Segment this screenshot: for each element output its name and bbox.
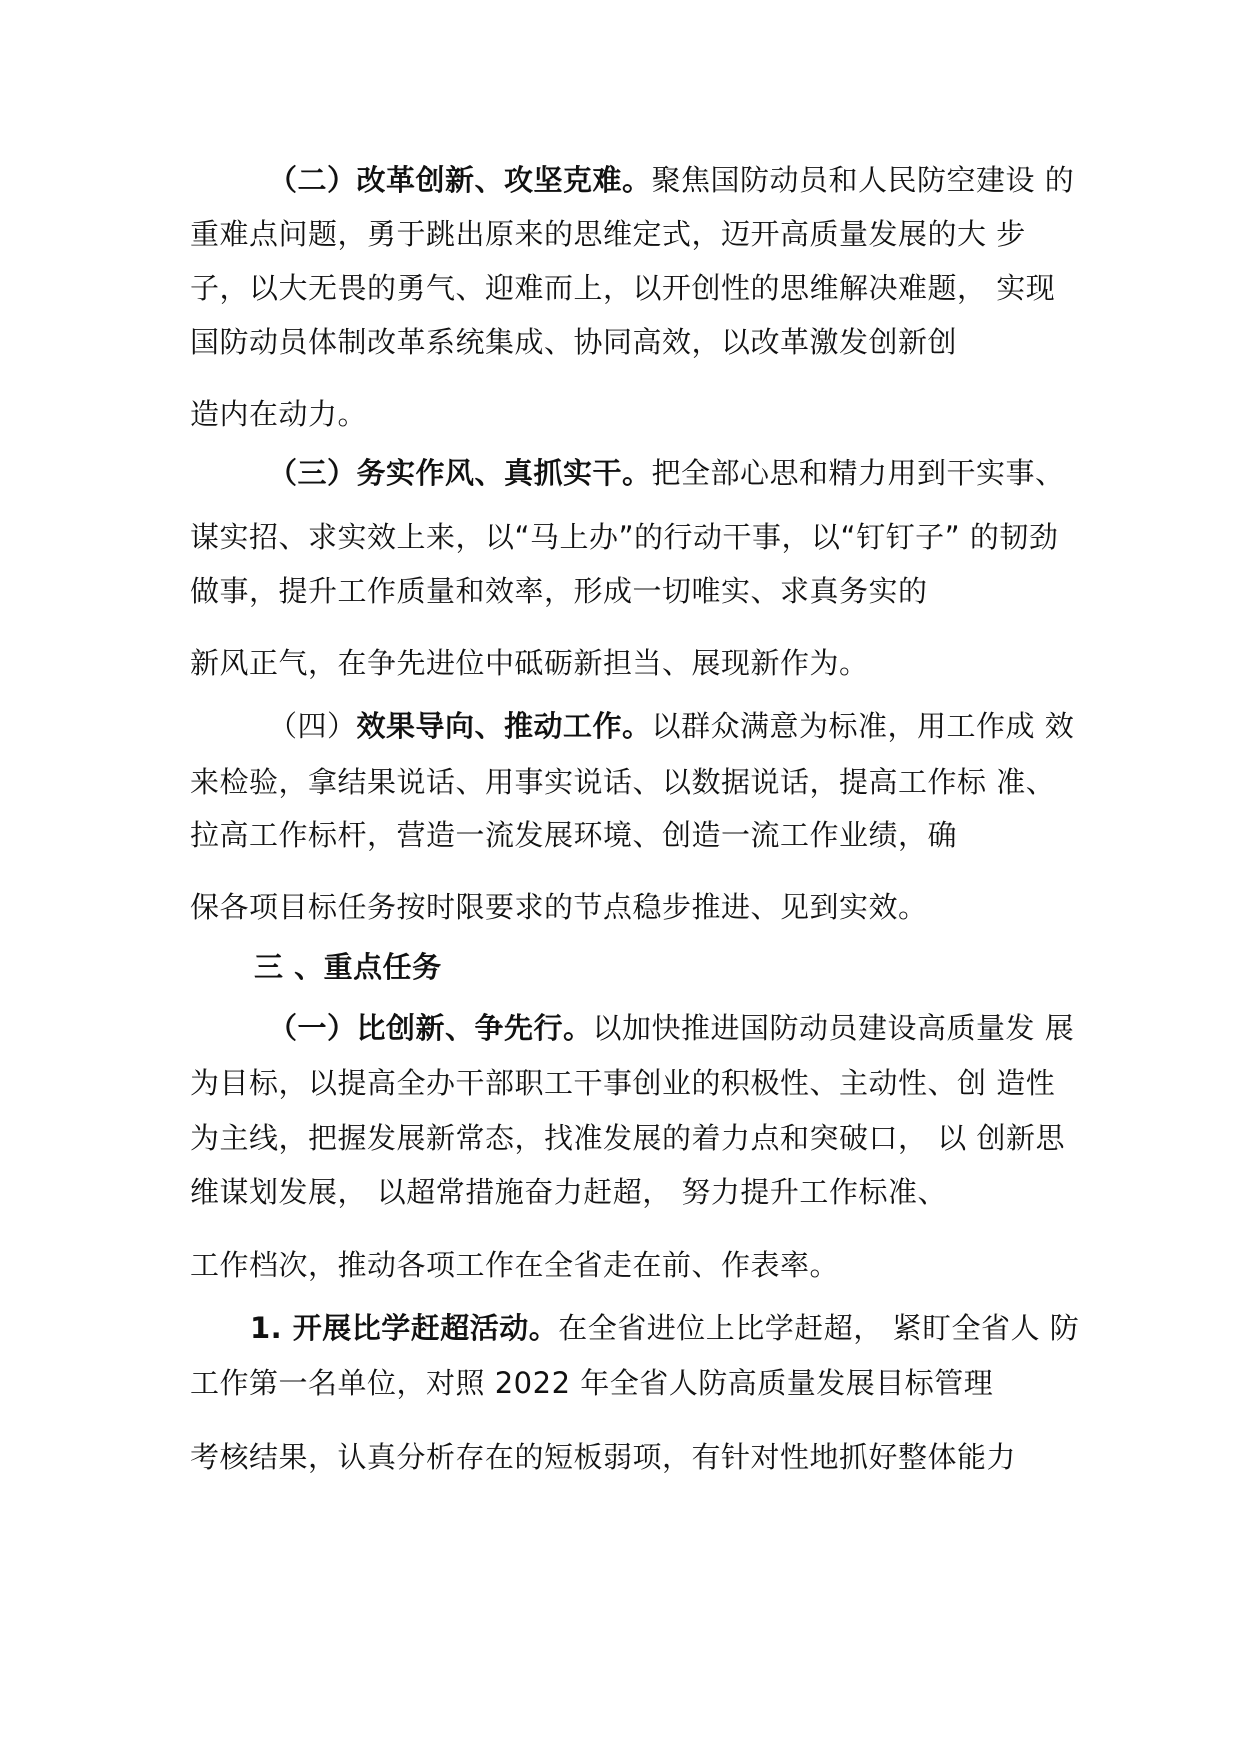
paragraph-line: 重难点问题，勇于跳出原来的思维定式，迈开高质量发展的大 步	[190, 217, 1026, 251]
paragraph-line	[268, 160, 1074, 200]
paragraph-line: 子，以大无畏的勇气、迎难而上，以开创性的思维解决难题， 实现	[190, 271, 1056, 305]
paragraph-line: 为目标，以提高全办干部职工干事创业的积极性、主动性、创 造性	[190, 1066, 1056, 1100]
subsection-heading: （三）务实作风、真抓实干。	[268, 456, 652, 490]
paragraph-text: 以加快推进国防动员建设高质量发 展	[592, 1011, 1075, 1045]
paragraph-line: 工作档次，推动各项工作在全省走在前、作表率。	[190, 1248, 840, 1282]
paragraph-line	[268, 453, 1065, 493]
paragraph-line: 保各项目标任务按时限要求的节点稳步推进、见到实效。	[190, 890, 928, 924]
section-heading: 三 、重点任务	[254, 950, 442, 984]
paragraph-line	[268, 706, 1074, 746]
paragraph-line	[250, 1308, 1079, 1348]
paragraph-line: 国防动员体制改革系统集成、协同高效，以改革激发创新创	[190, 325, 958, 359]
subsection-heading: 效果导向、推动工作。	[356, 709, 652, 743]
paragraph-line: 造内在动力。	[190, 397, 368, 431]
paragraph-line: 拉高工作标杆，营造一流发展环境、创造一流工作业绩，确	[190, 818, 958, 852]
subsection-heading: （二）改革创新、攻坚克难。	[268, 163, 652, 197]
item-heading: 1. 开展比学赶超活动。	[250, 1311, 559, 1345]
paragraph-text: 把全部心思和精力用到干实事、	[651, 456, 1065, 490]
subsection-number: （四）	[268, 709, 357, 743]
paragraph-line: 工作第一名单位，对照 2022 年全省人防高质量发展目标管理	[190, 1366, 994, 1400]
paragraph-text: 聚焦国防动员和人民防空建设 的	[651, 163, 1075, 197]
subsection-heading: （一）比创新、争先行。	[268, 1011, 593, 1045]
paragraph-line: 做事，提升工作质量和效率，形成一切唯实、求真务实的	[190, 574, 928, 608]
paragraph-line: 谋实招、求实效上来，以“马上办”的行动干事，以“钉钉子” 的韧劲	[190, 520, 1059, 554]
paragraph-line: 来检验，拿结果说话、用事实说话、以数据说话，提高工作标 准、	[190, 765, 1056, 799]
paragraph-line	[268, 1008, 1074, 1048]
paragraph-line: 新风正气，在争先进位中砥砺新担当、展现新作为。	[190, 646, 869, 680]
paragraph-text: 以群众满意为标准，用工作成 效	[651, 709, 1075, 743]
paragraph-line: 为主线，把握发展新常态，找准发展的着力点和突破口， 以 创新思	[190, 1121, 1065, 1155]
paragraph-line: 考核结果，认真分析存在的短板弱项，有针对性地抓好整体能力	[190, 1440, 1017, 1474]
paragraph-line: 维谋划发展， 以超常措施奋力赶超， 努力提升工作标准、	[190, 1175, 947, 1209]
paragraph-text: 在全省进位上比学赶超， 紧盯全省人 防	[558, 1311, 1080, 1345]
